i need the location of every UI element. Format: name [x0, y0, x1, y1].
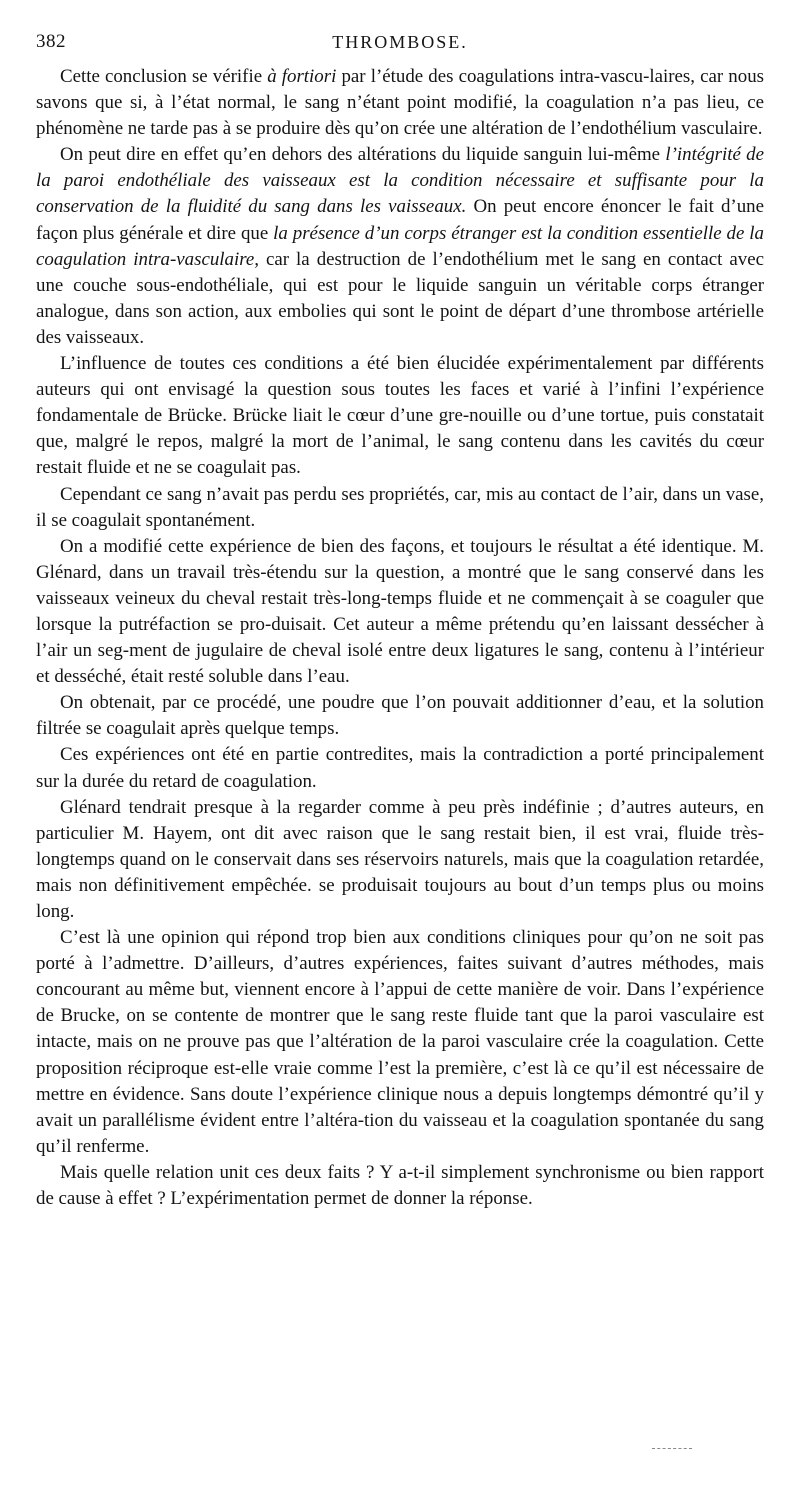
body-text	[36, 64, 764, 1212]
text-run: Ces expériences ont été en partie contredites, mais la contradiction a porté principalement sur la durée du retard de coagulation.	[36, 744, 764, 792]
print-mark	[652, 1448, 692, 1451]
paragraph	[36, 351, 764, 481]
paragraph	[36, 64, 764, 142]
text-run: On peut dire en effet qu’en dehors des altérations du liquide sanguin lui-même	[60, 144, 666, 166]
paragraph	[36, 742, 764, 794]
page-number: 382	[36, 31, 66, 52]
text-run: car la destruction de l’endothélium met le sang en contact avec une couche sous-endothéliale, qui est pour le liquide sanguin un véritable corps étranger analogue, dans son action, aux embolies qui sont le point de départ d’une thrombose artérielle des vaisseaux.	[36, 248, 764, 348]
running-title: THROMBOSE.	[332, 32, 468, 52]
text-run: On a modifié cette expérience de bien des façons, et toujours le résultat a été identique. M. Glénard, dans un travail très-étendu sur la question, a montré que le sang conservé dans les vaisseaux veineux du cheval restait très-long-temps fluide et ne commençait à se coaguler que lorsque la putréfaction se pro-duisait. Cet auteur a même prétendu qu’en laissant dessécher à l’air un seg-ment de jugulaire de cheval isolé entre deux ligatures le sang, contenu à l’intérieur et desséché, était resté soluble dans l’eau.	[36, 535, 764, 688]
paragraph	[36, 482, 764, 534]
text-run: On obtenait, par ce procédé, une poudre que l’on pouvait additionner d’eau, et la solution filtrée se coagulait après quelque temps.	[36, 692, 764, 740]
text-run: Cette conclusion se vérifie	[60, 66, 268, 87]
document-page	[36, 28, 764, 1212]
italic-text: l’intégrité de la paroi endothéliale des vaisseaux est la condition nécessaire et suffisante pour la conservation de la fluidité du sang dans les vaisseaux.	[36, 144, 764, 218]
paragraph	[36, 534, 764, 691]
paragraph	[36, 142, 764, 351]
paragraph	[36, 690, 764, 742]
italic-text: à fortiori	[267, 66, 337, 87]
paragraph	[36, 925, 764, 1160]
text-run: Cependant ce sang n’avait pas perdu ses propriétés, car, mis au contact de l’air, dans un vase, il se coagulait spontanément.	[36, 483, 764, 531]
paragraph	[36, 1160, 764, 1212]
text-run: Mais quelle relation unit ces deux faits ? Y a-t-il simplement synchronisme ou bien rapport de cause à effet ? L’expérimentation permet de donner la réponse.	[36, 1161, 764, 1210]
text-run: L’influence de toutes ces conditions a été bien élucidée expérimentalement par différents auteurs qui ont envisagé la question sous toutes les faces et varié à l’infini l’expérience fondamentale de Brücke. Brücke liait le cœur d’une gre-nouille ou d’une tortue, puis constatait que, malgré le repos, malgré la mort de l’animal, le sang contenu dans les cavités du cœur restait fluide et ne se coagulait pas.	[36, 353, 764, 479]
page-header	[36, 28, 764, 56]
text-run: C’est là une opinion qui répond trop bien aux conditions cliniques pour qu’on ne soit pas porté à l’admettre. D’ailleurs, d’autres expériences, faites suivant d’autres méthodes, mais concourant au même but, viennent encore à l’appui de cette manière de voir. Dans l’expérience de Brucke, on se contente de montrer que le sang reste fluide tant que la paroi vasculaire est intacte, mais on ne prouve pas que l’altération de la paroi vasculaire crée la coagulation. Cette proposition réciproque est-elle vraie comme l’est la première, c’est là ce qu’il est nécessaire de mettre en évidence. Sans doute l’expérience clinique nous a depuis longtemps démontré qu’il y avait un parallélisme évident entre l’altéra-tion du vaisseau et la coagulation spontanée du sang qu’il renferme.	[36, 927, 764, 1157]
paragraph	[36, 795, 764, 925]
text-run: par l’étude des coagulations intra-vascu-laires, car nous savons que si, à l’état normal, le sang n’étant point modifié, la coagulation n’a pas lieu, ce phénomène ne tarde pas à se produire dès qu’on crée une altération de l’endothélium vasculaire.	[36, 66, 764, 140]
text-run: Glénard tendrait presque à la regarder comme à peu près indéfinie ; d’autres auteurs, en particulier M. Hayem, ont dit avec raison que le sang restait bien, il est vrai, fluide très-longtemps quand on le conservait dans ses réservoirs naturels, mais que la coagulation retardée, mais non définitivement empêchée. se produisait toujours au bout d’un temps plus ou moins long.	[36, 796, 764, 922]
italic-text: la présence d’un corps étranger est la condition essentielle de la coagulation intra-vasculaire,	[36, 222, 764, 270]
text-run: On peut encore énoncer le fait d’une façon plus générale et dire que	[36, 196, 764, 244]
